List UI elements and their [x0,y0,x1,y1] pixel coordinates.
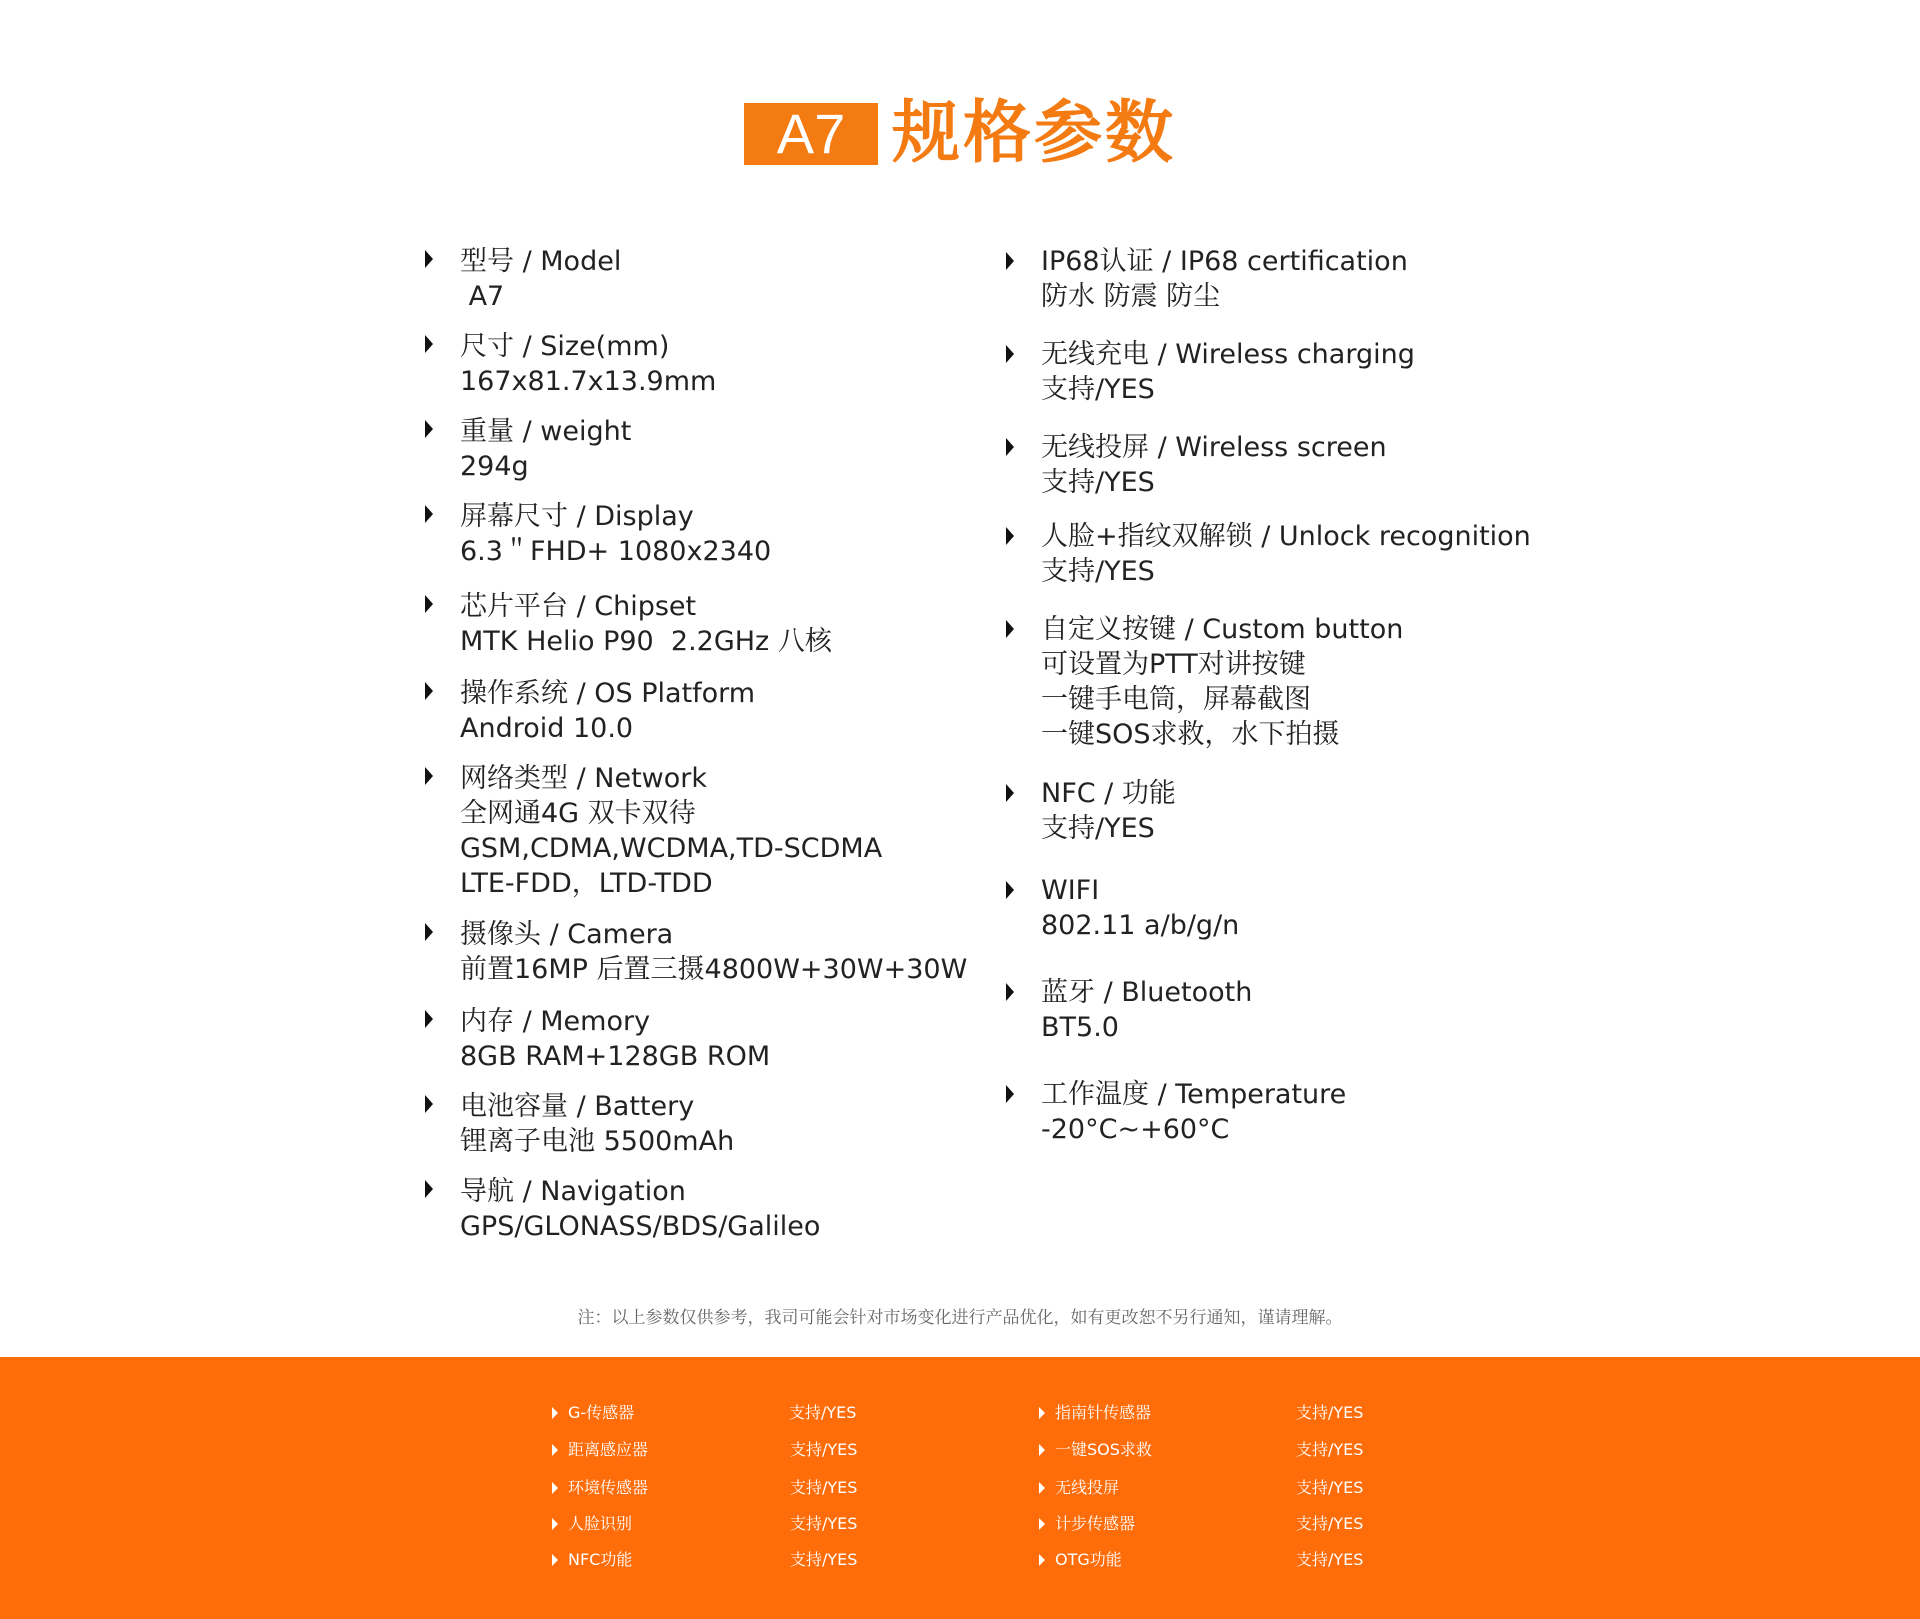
spec-label: WIFI [1041,875,1100,906]
spec-value: A7 [460,281,505,312]
feature-value: 支持/YES [790,1440,858,1459]
feature-value: 支持/YES [1296,1440,1364,1459]
bullet-arrow-icon [425,682,433,700]
feature-value: 支持/YES [1296,1403,1364,1422]
spec-value: 支持/YES [1041,813,1155,844]
spec-value: 294g [460,451,529,482]
feature-value: 支持/YES [789,1403,857,1422]
feature-band [0,1357,1920,1619]
spec-value: Android 10.0 [460,713,634,744]
spec-label: 工作温度 / Temperature [1041,1079,1347,1110]
spec-value: 6.3＂FHD+ 1080x2340 [460,536,772,567]
page-title [0,94,1920,173]
bullet-arrow-icon [552,1518,558,1530]
feature-value: 支持/YES [1296,1550,1364,1569]
spec-value: 锂离子电池 5500mAh [460,1126,735,1157]
feature-value: 支持/YES [790,1514,858,1533]
spec-label: IP68认证 / IP68 certification [1041,246,1408,277]
spec-value: 802.11 a/b/g/n [1041,910,1240,941]
spec-value: 防水 防震 防尘 [1041,281,1221,312]
feature-label: 计步传感器 [1055,1514,1136,1533]
spec-label: 型号 / Model [460,246,622,277]
spec-label: 网络类型 / Network [460,763,707,794]
spec-value: -20°C~+60°C [1041,1114,1230,1145]
bullet-arrow-icon [1039,1518,1045,1530]
feature-label: 一键SOS求救 [1055,1440,1152,1459]
spec-value: BT5.0 [1041,1012,1119,1043]
bullet-arrow-icon [425,767,433,785]
spec-label: 导航 / Navigation [460,1176,686,1207]
bullet-arrow-icon [425,595,433,613]
bullet-arrow-icon [1039,1444,1045,1456]
spec-value: 前置16MP 后置三摄4800W+30W+30W [460,954,968,985]
bullet-arrow-icon [425,420,433,438]
bullet-arrow-icon [425,1010,433,1028]
spec-value: GPS/GLONASS/BDS/Galileo [460,1211,821,1242]
spec-label: 屏幕尺寸 / Display [460,501,694,532]
bullet-arrow-icon [1039,1482,1045,1494]
spec-value: 可设置为PTT对讲按键 一键手电筒，屏幕截图 一键SOS求救，水下拍摄 [1041,649,1340,750]
spec-label: 摄像头 / Camera [460,919,674,950]
bullet-arrow-icon [552,1407,558,1419]
spec-value: MTK Helio P90 2.2GHz 八核 [460,626,832,657]
spec-value: 支持/YES [1041,467,1155,498]
feature-label: OTG功能 [1055,1550,1122,1569]
bullet-arrow-icon [425,1180,433,1198]
bullet-arrow-icon [1006,438,1014,456]
bullet-arrow-icon [552,1444,558,1456]
bullet-arrow-icon [1006,527,1014,545]
spec-label: 尺寸 / Size(mm) [460,331,670,362]
spec-label: 无线投屏 / Wireless screen [1041,432,1387,463]
feature-label: G-传感器 [568,1403,635,1422]
bullet-arrow-icon [425,505,433,523]
feature-label: NFC功能 [568,1550,633,1569]
bullet-arrow-icon [552,1482,558,1494]
spec-label: 无线充电 / Wireless charging [1041,339,1415,370]
title-text: 规格参数 [891,94,1176,173]
feature-label: 指南针传感器 [1055,1403,1152,1422]
bullet-arrow-icon [1006,881,1014,899]
feature-label: 环境传感器 [568,1478,649,1497]
spec-value: 167x81.7x13.9mm [460,366,717,397]
spec-value: 全网通4G 双卡双待 GSM,CDMA,WCDMA,TD-SCDMA LTE-FDD，LTD-TDD [460,798,883,899]
bullet-arrow-icon [1006,252,1014,270]
disclaimer-note: 注：以上参数仅供参考，我司可能会针对市场变化进行产品优化，如有更改恕不另行通知，谨请理解。 [577,1308,1343,1328]
spec-label: 操作系统 / OS Platform [460,678,756,709]
bullet-arrow-icon [1006,620,1014,638]
spec-label: 芯片平台 / Chipset [460,591,697,622]
feature-value: 支持/YES [790,1478,858,1497]
feature-label: 无线投屏 [1055,1478,1120,1497]
feature-label: 人脸识别 [568,1514,633,1533]
bullet-arrow-icon [1039,1407,1045,1419]
feature-value: 支持/YES [1296,1514,1364,1533]
spec-value: 支持/YES [1041,374,1155,405]
spec-label: 内存 / Memory [460,1006,651,1037]
bullet-arrow-icon [1006,345,1014,363]
spec-label: 蓝牙 / Bluetooth [1041,977,1253,1008]
bullet-arrow-icon [425,1095,433,1113]
model-badge: A7 [744,103,878,165]
bullet-arrow-icon [552,1554,558,1566]
spec-value: 支持/YES [1041,556,1155,587]
spec-value: 8GB RAM+128GB ROM [460,1041,771,1072]
feature-value: 支持/YES [790,1550,858,1569]
bullet-arrow-icon [1039,1554,1045,1566]
spec-label: NFC / 功能 [1041,778,1176,809]
spec-label: 人脸+指纹双解锁 / Unlock recognition [1041,521,1531,552]
feature-value: 支持/YES [1296,1478,1364,1497]
bullet-arrow-icon [425,923,433,941]
spec-label: 自定义按键 / Custom button [1041,614,1404,645]
bullet-arrow-icon [425,250,433,268]
bullet-arrow-icon [1006,1085,1014,1103]
bullet-arrow-icon [425,335,433,353]
spec-label: 电池容量 / Battery [460,1091,695,1122]
bullet-arrow-icon [1006,784,1014,802]
feature-label: 距离感应器 [568,1440,649,1459]
bullet-arrow-icon [1006,983,1014,1001]
spec-label: 重量 / weight [460,416,632,447]
